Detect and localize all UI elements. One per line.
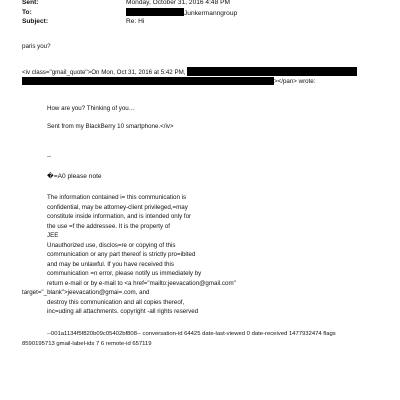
sent-value: Monday, October 31, 2016 4:48 PM bbox=[126, 0, 230, 6]
disclaimer-line: the use =f the addressee. It is the property of bbox=[47, 222, 170, 230]
disclaimer-line: and may be unlawful. If you have received this bbox=[47, 260, 174, 268]
disclaimer-line: Unauthorized use, disclos=re or copying of this bbox=[47, 241, 176, 249]
disclaimer-line: communication or any part thereof is strictly pro=ibited bbox=[47, 251, 196, 258]
quote-prefix: <iv class="gmail_quote">On Mon, Oct 31, 2016 at 5:42 PM, bbox=[22, 69, 186, 76]
disclaimer-line: return e-mail or by e-mail to <a href="mailto:jeevacation@gmail.com" bbox=[47, 279, 236, 287]
sent-label: Sent: bbox=[22, 0, 39, 6]
disclaimer-line: JEE bbox=[47, 232, 59, 239]
to-label: To: bbox=[22, 9, 32, 16]
to-redaction bbox=[126, 8, 184, 16]
meta-line: --001a1134f5f820b09c05402bf808-- conversation-id 64425 date-last-viewed 0 date-received 1477932474 flags bbox=[47, 331, 336, 337]
disclaimer-line: destroy this communication and all copies thereof, bbox=[47, 298, 185, 306]
quote-suffix: ></pan> wrote: bbox=[274, 78, 316, 85]
quote-header bbox=[22, 67, 357, 77]
disclaimer-line: The information contained i= this communication is bbox=[47, 194, 187, 201]
opening-line: paris you? bbox=[22, 43, 51, 50]
to-suffix: Junkermanngroup bbox=[184, 10, 238, 17]
disclaimer-line: inc=uding all attachments. copyright -all rights reserved bbox=[47, 308, 199, 315]
note-line: �=A0 please note bbox=[47, 173, 102, 180]
subject-label: Subject: bbox=[22, 18, 49, 25]
target-line: target="_blank">jeevacation@gmai=.com, and bbox=[22, 289, 150, 296]
quoted-line-2: Sent from my BlackBerry 10 smartphone.</iv> bbox=[47, 123, 174, 130]
separator-dash: -- bbox=[47, 153, 52, 160]
quote-redaction-2 bbox=[22, 77, 274, 85]
subject-value: Re: Hi bbox=[126, 18, 145, 25]
disclaimer-line: confidential, may be attorney-client privileged,=may bbox=[47, 203, 188, 211]
disclaimer-line: communication =n error, please notify us immediately by bbox=[47, 270, 202, 277]
quote-redaction-1 bbox=[187, 67, 357, 76]
quoted-line-1: How are you? Thinking of you… bbox=[47, 105, 135, 112]
disclaimer-line: constitute inside information, and is intended only for bbox=[47, 213, 192, 220]
meta-line: 8590195713 gmail-label-ids 7 6 remote-id 657119 bbox=[22, 341, 152, 347]
quote-header-line2 bbox=[22, 77, 315, 86]
